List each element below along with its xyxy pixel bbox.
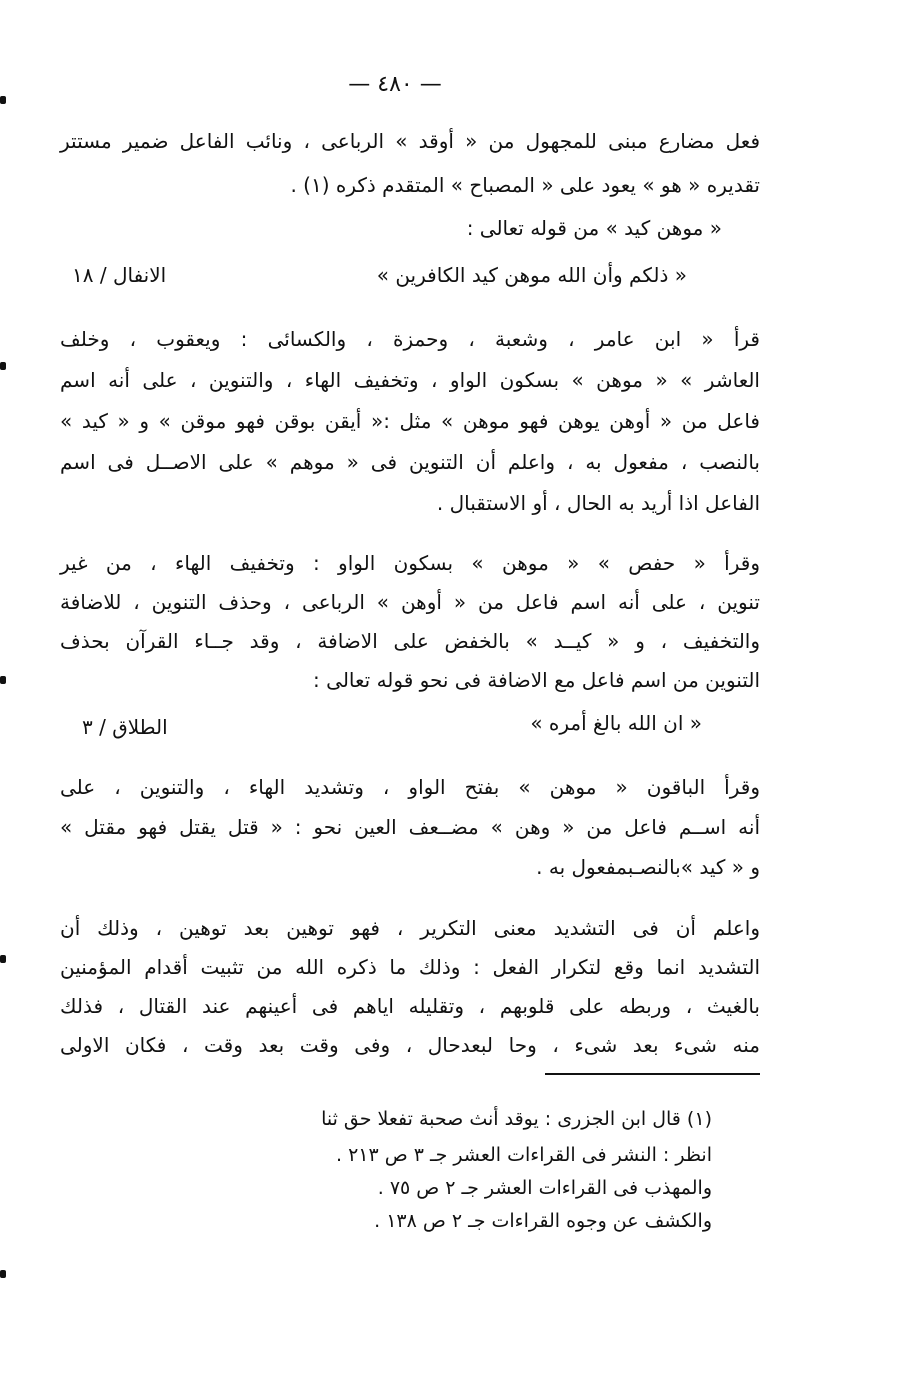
text-line: قرأ « ابن عامر ، وشعبة ، وحمزة ، والكسائى : ويعقوب ، وخلف xyxy=(60,327,760,351)
text-line: تقديره « هو » يعود على « المصباح » المتقدم ذكره (١) . xyxy=(290,173,760,197)
scan-mark xyxy=(0,1270,6,1278)
text-line: فعل مضارع مبنى للمجهول من « أوقد » الرباعى ، ونائب الفاعل ضمير مستتر xyxy=(60,129,760,153)
scan-mark xyxy=(0,362,6,370)
text-line: التنوين من اسم فاعل مع الاضافة فى نحو قوله تعالى : xyxy=(313,668,760,692)
text-line: منه شىء بعد شىء ، وحا لبعدحال ، وفى وقت بعد وقت ، فكان الاولى xyxy=(60,1033,760,1057)
text-line: وقرأ « حفص » « موهن » بسكون الواو : وتخفيف الهاء ، من غير xyxy=(60,551,760,575)
verse-reference: الانفال / ١٨ xyxy=(72,263,167,287)
text-line: تنوين ، على أنه اسم فاعل من « أوهن » الرباعى ، وحذف التنوين ، للاضافة xyxy=(60,590,760,614)
text-line: التشديد انما وقع لتكرار الفعل : وذلك ما ذكره الله من تثبيت أقدام المؤمنين xyxy=(60,955,760,979)
footnote-line: والكشف عن وجوه القراءات جـ ٢ ص ١٣٨ . xyxy=(374,1210,712,1232)
text-line: وقرأ الباقون « موهن » بفتح الواو ، وتشديد الهاء ، والتنوين ، على xyxy=(60,775,760,799)
footnote-line: انظر : النشر فى القراءات العشر جـ ٣ ص ٢١٣ . xyxy=(336,1144,712,1166)
verse-reference: الطلاق / ٣ xyxy=(82,715,168,739)
footnote-line: والمهذب فى القراءات العشر جـ ٢ ص ٧٥ . xyxy=(377,1177,712,1199)
quote-heading: « موهن كيد » من قوله تعالى : xyxy=(466,216,722,240)
text-line: واعلم أن فى التشديد معنى التكرير ، فهو توهين بعد توهين ، وذلك أن xyxy=(60,916,760,940)
scan-mark xyxy=(0,96,6,104)
verse-text: « ان الله بالغ أمره » xyxy=(530,711,702,735)
text-line: العاشر » « موهن » بسكون الواو ، وتخفيف الهاء ، والتنوين ، على أنه اسم xyxy=(60,368,760,392)
footnote-line: (١) قال ابن الجزرى : يوقد أنث صحبة تفعلا حق ثنا xyxy=(321,1108,712,1130)
footnote-divider xyxy=(545,1073,760,1075)
page-number: — ٤٨٠ — xyxy=(348,72,442,97)
text-line: و « كيد »بالنصـبمفعول به . xyxy=(536,855,760,879)
text-line: بالغيث ، وربطه على قلوبهم ، وتقليله اياهم فى أعينهم عند القتال ، فذلك xyxy=(60,994,760,1018)
text-line: بالنصب ، مفعول به ، واعلم أن التنوين فى « موهم » على الاصــل فى اسم xyxy=(60,450,760,474)
scan-mark xyxy=(0,676,6,684)
verse-text: « ذلكم وأن الله موهن كيد الكافرين » xyxy=(376,263,687,287)
text-line: والتخفيف ، و « كيــد » بالخفض على الاضافة ، وقد جــاء القرآن بحذف xyxy=(60,629,760,653)
text-line: الفاعل اذا أريد به الحال ، أو الاستقبال . xyxy=(436,491,760,515)
scan-mark xyxy=(0,955,6,963)
text-line: فاعل من « أوهن يوهن فهو موهن » مثل :« أيقن بوقن فهو موقن » و « كيد » xyxy=(60,409,760,433)
text-line: أنه اســم فاعل من « وهن » مضــعف العين نحو : « قتل يقتل فهو مقتل » xyxy=(60,815,760,839)
